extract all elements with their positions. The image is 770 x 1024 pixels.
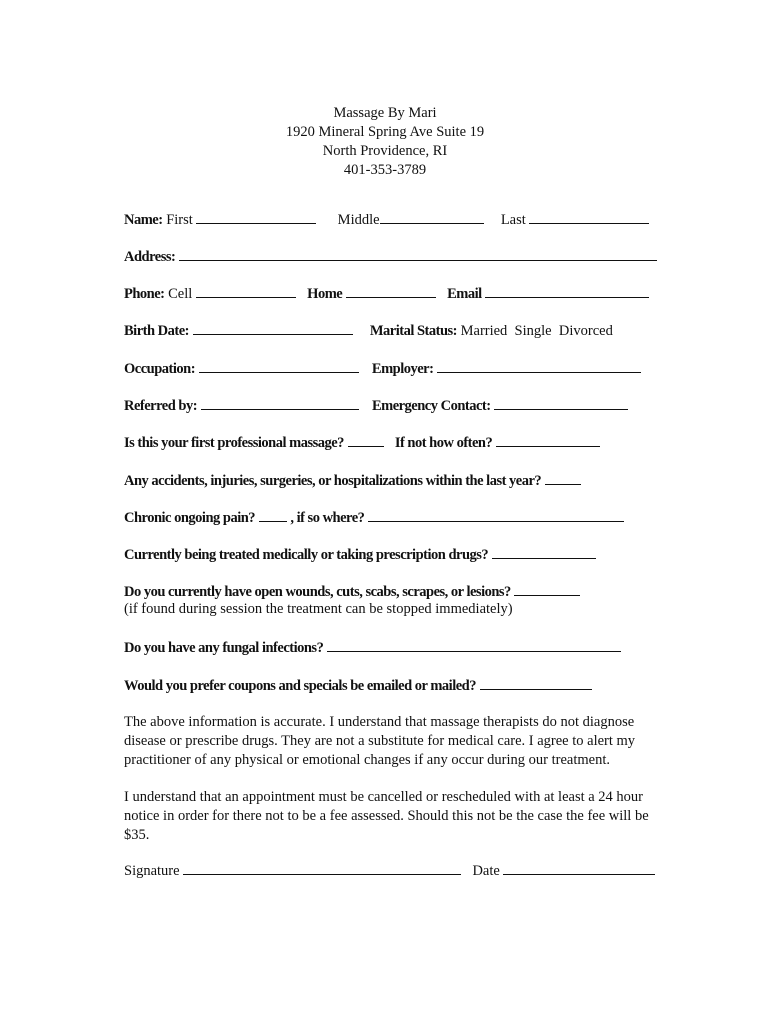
marital-status-label: Marital Status: <box>369 323 457 339</box>
treated-field[interactable] <box>492 546 596 559</box>
employer-label: Employer: <box>371 361 434 377</box>
cancellation-statement: I understand that an appointment must be cancelled or rescheduled with at least a 24 hour notice in order for there not to be a fee assessed. Should this not be the case the fee will be $35. <box>124 789 649 843</box>
business-street: 1920 Mineral Spring Ave Suite 19 <box>285 124 485 140</box>
occupation-label: Occupation: <box>124 361 196 377</box>
accidents-field[interactable] <box>545 472 581 485</box>
how-often-field[interactable] <box>496 434 600 447</box>
fungal-row <box>124 639 621 657</box>
fungal-field[interactable] <box>327 639 621 652</box>
address-field[interactable] <box>179 248 657 261</box>
referral-row <box>124 397 628 415</box>
phone-label: Phone: <box>124 286 165 302</box>
birth-date-label: Birth Date: <box>124 323 189 339</box>
accidents-question: Any accidents, injuries, surgeries, or hospitalizations within the last year? <box>124 473 542 489</box>
occupation-row <box>124 360 641 378</box>
email-label: Email <box>447 286 482 302</box>
wounds-field[interactable] <box>514 583 580 596</box>
cell-label: Cell <box>168 286 193 302</box>
accuracy-statement-block <box>124 713 669 770</box>
wounds-question: Do you currently have open wounds, cuts, scabs, scrapes, or lesions? <box>124 584 511 600</box>
first-massage-question: Is this your first professional massage? <box>124 435 344 451</box>
wounds-note-row <box>124 601 513 618</box>
emergency-contact-field[interactable] <box>494 397 628 410</box>
date-label: Date <box>472 863 500 879</box>
birth-marital-row <box>124 322 613 340</box>
if-so-where-question: , if so where? <box>290 510 365 526</box>
accuracy-statement: The above information is accurate. I understand that massage therapists do not diagnose disease or prescribe drugs. They are not a substitute for medical care. I agree to alert my practitioner of any physical or emotional changes if any occur during our treatment. <box>124 714 636 768</box>
occupation-field[interactable] <box>199 360 359 373</box>
fungal-question: Do you have any fungal infections? <box>124 640 324 656</box>
address-label: Address: <box>124 249 176 265</box>
coupons-field[interactable] <box>480 677 592 690</box>
last-name-field[interactable] <box>529 211 649 224</box>
coupons-row <box>124 677 592 695</box>
marital-options[interactable]: Married Single Divorced <box>460 323 613 339</box>
treated-row <box>124 546 596 564</box>
referred-by-label: Referred by: <box>124 398 198 414</box>
treated-question: Currently being treated medically or taking prescription drugs? <box>124 547 489 563</box>
business-name: Massage By Mari <box>333 105 437 121</box>
business-header <box>0 104 770 180</box>
signature-label: Signature <box>124 863 180 879</box>
date-field[interactable] <box>503 862 655 875</box>
first-massage-row <box>124 434 600 452</box>
how-often-question: If not how often? <box>394 435 493 451</box>
birth-date-field[interactable] <box>193 322 353 335</box>
signature-row <box>124 862 655 880</box>
name-row <box>124 211 649 229</box>
home-label: Home <box>307 286 343 302</box>
employer-field[interactable] <box>437 360 641 373</box>
first-label: First <box>166 212 193 228</box>
emergency-contact-label: Emergency Contact: <box>371 398 491 414</box>
pain-location-field[interactable] <box>368 509 624 522</box>
referred-by-field[interactable] <box>201 397 359 410</box>
email-field[interactable] <box>485 285 649 298</box>
signature-field[interactable] <box>183 862 461 875</box>
chronic-pain-question: Chronic ongoing pain? <box>124 510 256 526</box>
chronic-pain-field[interactable] <box>259 509 287 522</box>
wounds-row <box>124 583 580 601</box>
first-massage-field[interactable] <box>348 434 384 447</box>
middle-name-field[interactable] <box>380 211 484 224</box>
name-label: Name: <box>124 212 163 228</box>
chronic-pain-row <box>124 509 624 527</box>
last-label: Last <box>500 212 526 228</box>
middle-label: Middle <box>337 212 380 228</box>
coupons-question: Would you prefer coupons and specials be emailed or mailed? <box>124 678 476 694</box>
cancellation-statement-block <box>124 788 669 845</box>
wounds-note: (if found during session the treatment can be stopped immediately) <box>124 601 513 617</box>
phone-row <box>124 285 649 303</box>
cell-phone-field[interactable] <box>196 285 296 298</box>
business-city-state: North Providence, RI <box>322 143 448 159</box>
home-phone-field[interactable] <box>346 285 436 298</box>
first-name-field[interactable] <box>196 211 316 224</box>
accidents-row <box>124 472 581 490</box>
address-row <box>124 248 657 266</box>
business-phone: 401-353-3789 <box>343 162 427 178</box>
